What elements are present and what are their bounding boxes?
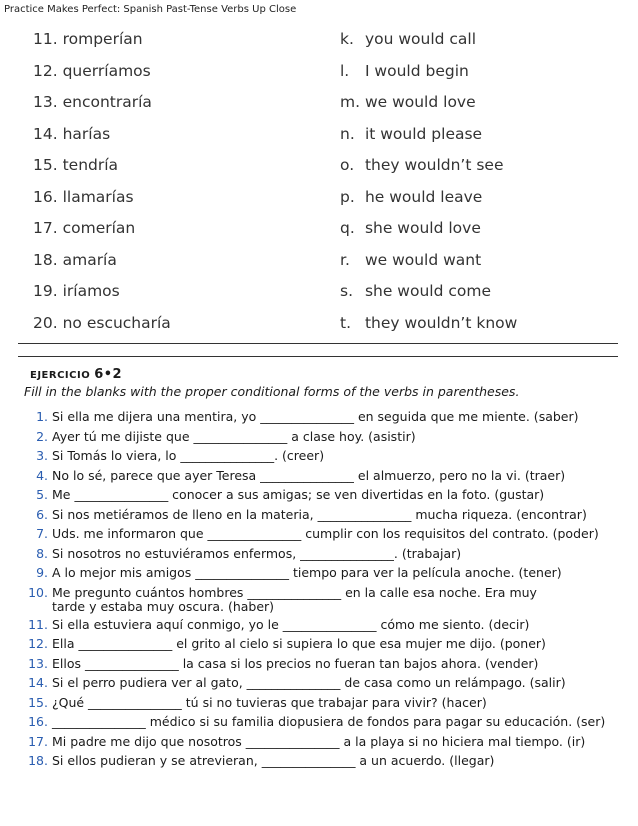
page-header: Practice Makes Perfect: Spanish Past-Tense Verbs Up Close	[4, 4, 297, 15]
match-spanish	[33, 251, 117, 269]
item-number: 17.	[28, 733, 48, 749]
item-text: Si Tomás lo viera, lo _______________. (creer)	[52, 448, 325, 463]
match-spanish	[33, 93, 152, 111]
item-number: 8.	[36, 545, 48, 561]
match-row	[0, 93, 638, 125]
match-number: 17.	[33, 219, 58, 237]
item-text: Uds. me informaron que _______________ cumplir con los requisitos del contrato. (poder)	[52, 526, 599, 541]
exercise-item	[0, 696, 638, 716]
match-number: 16.	[33, 187, 58, 206]
match-meaning: we would want	[364, 250, 482, 269]
match-spanish	[33, 62, 151, 80]
item-text: Si ellos pudieran y se atrevieran, _______________ a un acuerdo. (llegar)	[52, 753, 495, 768]
exercise-item	[0, 449, 638, 469]
match-word: tendría	[62, 156, 119, 174]
exercise-item	[0, 735, 638, 755]
item-text: Si ella estuviera aquí conmigo, yo le _______________ cómo me siento. (decir)	[52, 616, 530, 632]
item-number: 16.	[28, 714, 48, 729]
match-spanish	[33, 125, 110, 143]
match-meaning: he would leave	[364, 187, 483, 206]
match-english	[340, 93, 476, 111]
match-row	[0, 30, 638, 62]
matching-section	[0, 30, 638, 345]
item-number: 4.	[36, 467, 48, 483]
exercise-item	[0, 657, 638, 677]
match-word: amaría	[62, 250, 117, 269]
item-text: Me pregunto cuántos hombres _______________ en la calle esa noche. Era muy tarde y estaba muy oscura. (haber)	[52, 584, 537, 614]
item-number: 13.	[28, 655, 48, 671]
item-number: 6.	[36, 506, 48, 522]
exercise-item	[0, 527, 638, 547]
match-english	[340, 125, 482, 143]
match-word: romperían	[62, 30, 143, 48]
match-meaning: she would love	[364, 219, 481, 237]
match-spanish	[33, 30, 143, 48]
item-text: Me _______________ conocer a sus amigas; se ven divertidas en la foto. (gustar)	[52, 487, 545, 502]
exercise-item	[0, 566, 638, 586]
item-text: Si ella me dijera una mentira, yo _______________ en seguida que me miente. (saber)	[52, 409, 579, 424]
match-meaning: you would call	[364, 30, 477, 48]
item-number: 14.	[28, 675, 48, 690]
exercise-item	[0, 618, 638, 638]
match-english	[340, 30, 476, 48]
match-spanish	[33, 314, 171, 332]
match-english	[340, 188, 482, 206]
exercise-item	[0, 637, 638, 657]
item-text: Ella _______________ el grito al cielo si supiera lo que esa mujer me dijo. (poner)	[52, 636, 546, 651]
match-word: harías	[62, 124, 111, 143]
match-row	[0, 219, 638, 251]
divider-bottom	[18, 356, 618, 357]
match-word: llamarías	[62, 187, 134, 206]
item-number: 1.	[36, 409, 48, 424]
match-letter: m.	[340, 93, 361, 111]
exercise-item	[0, 754, 638, 774]
match-word: iríamos	[62, 282, 120, 300]
match-row	[0, 314, 638, 346]
match-letter: n.	[340, 124, 355, 143]
item-number: 12.	[28, 636, 48, 651]
match-row	[0, 282, 638, 314]
match-row	[0, 125, 638, 157]
match-word: querríamos	[62, 61, 151, 80]
exercise-item	[0, 676, 638, 696]
match-row	[0, 188, 638, 220]
exercise-number: 6•2	[94, 367, 123, 382]
match-english	[340, 251, 481, 269]
match-row	[0, 62, 638, 94]
item-number: 9.	[36, 565, 48, 580]
match-number: 20.	[33, 313, 58, 332]
item-text: ¿Qué _______________ tú si no tuvieras que trabajar para vivir? (hacer)	[52, 694, 487, 710]
match-meaning: it would please	[364, 124, 483, 143]
exercise-item	[0, 586, 638, 618]
match-english	[340, 314, 517, 332]
match-number: 11.	[33, 30, 58, 48]
exercise-item	[0, 547, 638, 567]
match-word: encontraría	[62, 93, 152, 111]
match-number: 13.	[33, 93, 58, 111]
match-row	[0, 156, 638, 188]
exercise-item	[0, 508, 638, 528]
match-number: 18.	[33, 250, 58, 269]
match-meaning: they wouldn’t know	[364, 313, 518, 332]
match-meaning: they wouldn’t see	[364, 156, 504, 174]
item-number: 15.	[28, 694, 48, 710]
item-number: 11.	[28, 616, 48, 632]
match-english	[340, 282, 491, 300]
match-word: no escucharía	[62, 313, 171, 332]
item-text: _______________ médico si su familia diopusiera de fondos para pagar su educación. (ser)	[52, 714, 606, 729]
match-letter: r.	[340, 250, 350, 269]
divider-top	[18, 343, 618, 344]
match-number: 14.	[33, 124, 58, 143]
item-number: 3.	[36, 448, 48, 463]
match-english	[340, 62, 469, 80]
match-letter: l.	[340, 61, 350, 80]
item-text: Mi padre me dijo que nosotros _______________ a la playa si no hiciera mal tiempo. (ir)	[52, 733, 586, 749]
match-row	[0, 251, 638, 283]
item-text: Ayer tú me dijiste que _______________ a clase hoy. (asistir)	[52, 428, 416, 444]
match-english	[340, 219, 481, 237]
match-letter: o.	[340, 156, 355, 174]
match-number: 12.	[33, 61, 58, 80]
exercise-label-text: EJERCICIO	[30, 370, 91, 381]
match-letter: p.	[340, 187, 355, 206]
item-number: 5.	[36, 487, 48, 502]
item-number: 7.	[36, 526, 48, 541]
exercise-item	[0, 715, 638, 735]
match-letter: k.	[340, 30, 354, 48]
item-text: Si nos metiéramos de lleno en la materia, _______________ mucha riqueza. (encontrar)	[52, 506, 587, 522]
exercise-item	[0, 410, 638, 430]
match-letter: t.	[340, 313, 352, 332]
match-number: 19.	[33, 282, 58, 300]
match-letter: s.	[340, 282, 354, 300]
match-meaning: we would love	[364, 93, 476, 111]
match-word: comerían	[62, 219, 136, 237]
match-meaning: I would begin	[364, 61, 469, 80]
item-text: A lo mejor mis amigos _______________ tiempo para ver la película anoche. (tener)	[52, 565, 562, 580]
match-english	[340, 156, 504, 174]
match-number: 15.	[33, 156, 58, 174]
item-text: Si nosotros no estuviéramos enfermos, _______________. (trabajar)	[52, 545, 462, 561]
match-spanish	[33, 156, 118, 174]
item-text: Si el perro pudiera ver al gato, _______________ de casa como un relámpago. (salir)	[52, 675, 566, 690]
exercise-items	[0, 410, 638, 774]
exercise-item	[0, 469, 638, 489]
match-spanish	[33, 219, 135, 237]
match-meaning: she would come	[364, 282, 491, 300]
item-number: 18.	[28, 753, 48, 768]
item-number: 10.	[28, 584, 48, 600]
exercise-item	[0, 430, 638, 450]
exercise-label	[30, 367, 122, 382]
match-spanish	[33, 188, 134, 206]
item-text: Ellos _______________ la casa si los precios no fueran tan bajos ahora. (vender)	[52, 655, 539, 671]
exercise-instructions: Fill in the blanks with the proper conditional forms of the verbs in parentheses.	[24, 384, 520, 399]
exercise-item	[0, 488, 638, 508]
item-text: No lo sé, parece que ayer Teresa _______________ el almuerzo, pero no la vi. (traer)	[52, 467, 566, 483]
item-number: 2.	[36, 428, 48, 444]
match-spanish	[33, 282, 120, 300]
match-letter: q.	[340, 219, 355, 237]
